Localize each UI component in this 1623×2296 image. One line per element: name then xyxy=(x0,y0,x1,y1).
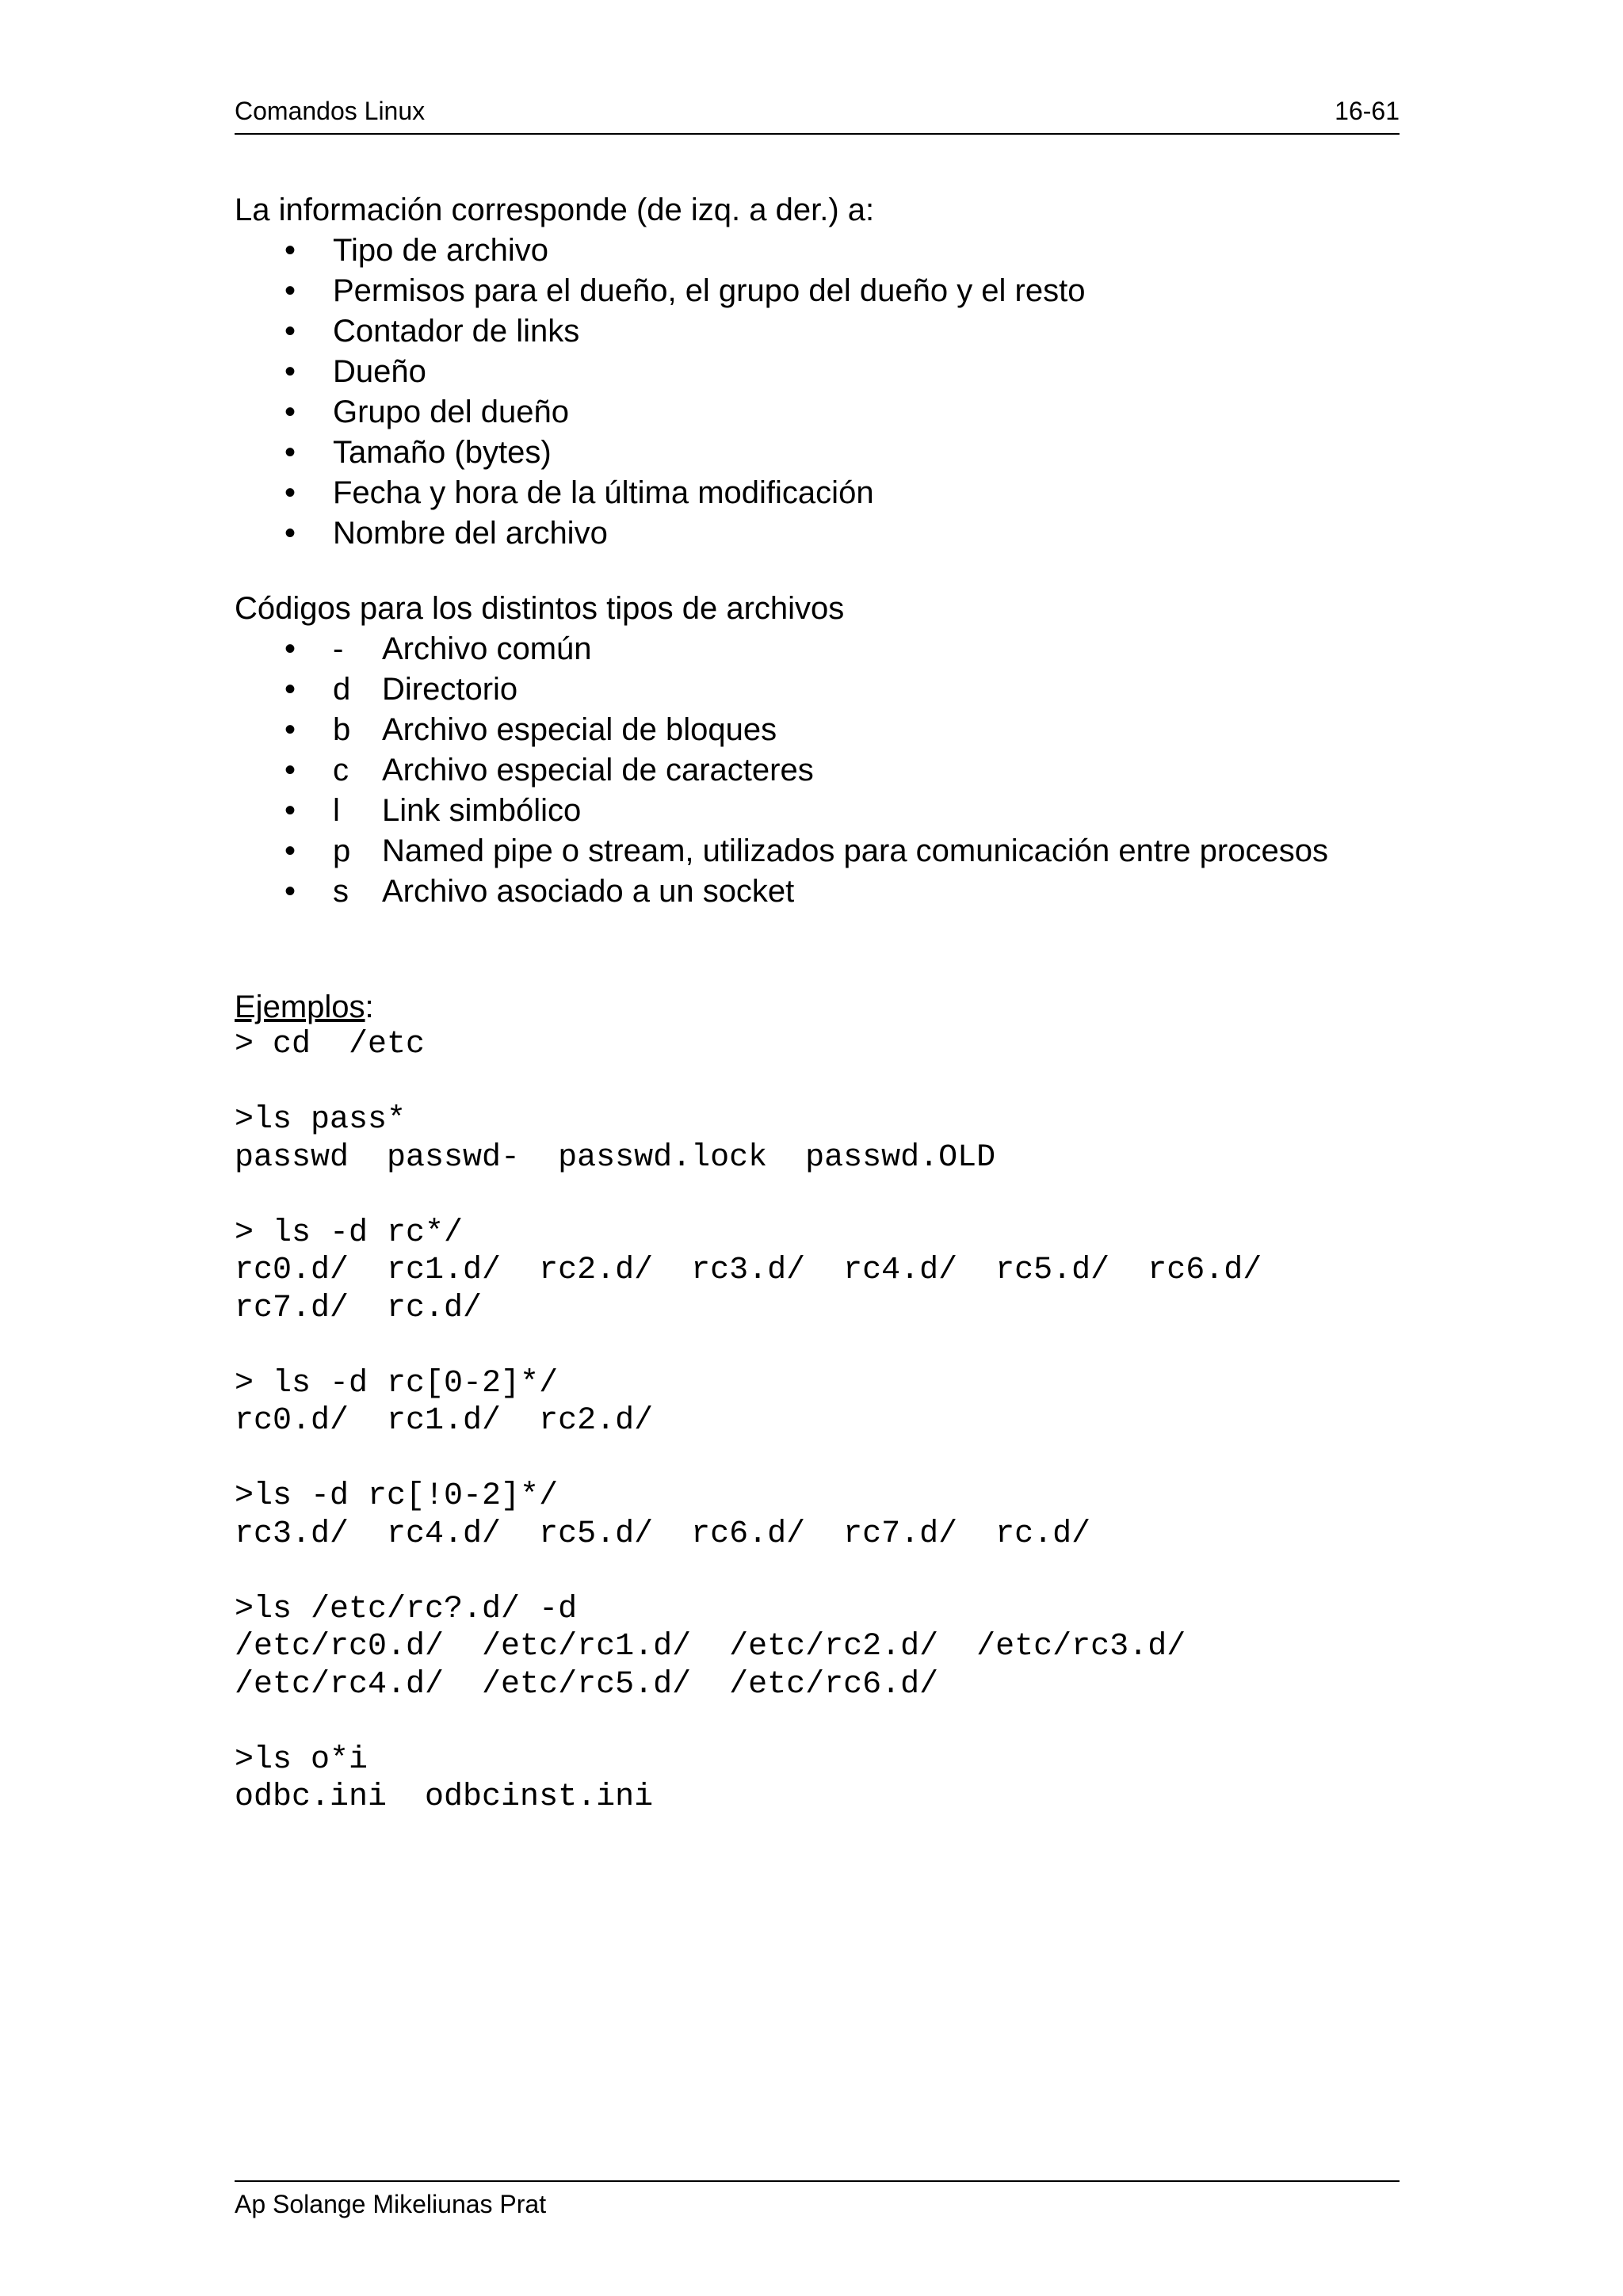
header-title: Comandos Linux xyxy=(235,97,426,125)
list-item: • Grupo del dueño xyxy=(235,392,1423,433)
section1-intro: La información corresponde (de izq. a der.) a: xyxy=(235,193,875,227)
bullet-icon: • xyxy=(285,631,296,666)
bullet-icon: • xyxy=(285,273,296,308)
bullet-icon: • xyxy=(285,516,296,551)
list-item: • Permisos para el dueño, el grupo del dueño y el resto xyxy=(235,271,1423,311)
list-item xyxy=(235,791,1423,831)
list-item: • Tamaño (bytes) xyxy=(235,433,1423,473)
bullet-icon: • xyxy=(285,475,296,510)
code-line: odbc.ini odbcinst.ini xyxy=(235,1779,654,1815)
type-code: - xyxy=(333,631,344,666)
code-line: rc0.d/ rc1.d/ rc2.d/ xyxy=(235,1403,654,1439)
list-item xyxy=(235,871,1423,912)
bullet-icon: • xyxy=(285,712,296,747)
code-line: rc3.d/ rc4.d/ rc5.d/ rc6.d/ rc7.d/ rc.d/ xyxy=(235,1516,1091,1552)
code-line: /etc/rc0.d/ /etc/rc1.d/ /etc/rc2.d/ /etc/rc3.d/ xyxy=(235,1629,1186,1665)
page-number: 16-61 xyxy=(1335,97,1400,125)
code-line: >ls -d rc[!0-2]*/ xyxy=(235,1478,559,1514)
code-line: rc7.d/ rc.d/ xyxy=(235,1290,483,1326)
page-footer xyxy=(235,2180,1400,2219)
list-item: • Nombre del archivo xyxy=(235,513,1423,554)
type-description: Archivo común xyxy=(382,631,592,666)
file-info-list xyxy=(235,231,1423,554)
code-line: /etc/rc4.d/ /etc/rc5.d/ /etc/rc6.d/ xyxy=(235,1666,939,1703)
type-description: Link simbólico xyxy=(382,793,582,828)
code-line: > ls -d rc*/ xyxy=(235,1215,464,1251)
type-code: d xyxy=(333,672,351,707)
bullet-icon: • xyxy=(285,314,296,349)
code-line: >ls /etc/rc?.d/ -d xyxy=(235,1591,578,1627)
list-item: • Fecha y hora de la última modificación xyxy=(235,473,1423,513)
type-description: Archivo especial de caracteres xyxy=(382,753,814,788)
bullet-icon: • xyxy=(285,233,296,268)
list-item xyxy=(235,669,1423,710)
footer-author: Ap Solange Mikeliunas Prat xyxy=(235,2190,547,2218)
page-header xyxy=(235,93,1400,135)
type-description: Named pipe o stream, utilizados para comunicación entre procesos xyxy=(382,833,1328,868)
examples-code xyxy=(235,1026,1423,1817)
type-description: Archivo especial de bloques xyxy=(382,712,777,747)
list-item: • Contador de links xyxy=(235,311,1423,352)
list-item xyxy=(235,710,1423,750)
type-code: p xyxy=(333,833,351,868)
file-type-codes-list xyxy=(235,629,1423,912)
bullet-icon: • xyxy=(285,874,296,909)
bullet-icon: • xyxy=(285,833,296,868)
bullet-icon: • xyxy=(285,354,296,389)
code-line: >ls pass* xyxy=(235,1102,407,1138)
bullet-icon: • xyxy=(285,753,296,788)
code-line: passwd passwd- passwd.lock passwd.OLD xyxy=(235,1139,996,1176)
type-code: s xyxy=(333,874,349,909)
examples-heading: Ejemplos: xyxy=(235,990,374,1024)
bullet-icon: • xyxy=(285,672,296,707)
list-item: • Dueño xyxy=(235,352,1423,392)
code-line: > cd /etc xyxy=(235,1027,426,1062)
type-description: Directorio xyxy=(382,672,518,707)
list-item: • Tipo de archivo xyxy=(235,231,1423,271)
type-description: Archivo asociado a un socket xyxy=(382,874,795,909)
list-item xyxy=(235,831,1423,871)
section2-intro: Códigos para los distintos tipos de archivos xyxy=(235,591,845,626)
code-line: >ls o*i xyxy=(235,1741,369,1778)
bullet-icon: • xyxy=(285,793,296,828)
list-item xyxy=(235,629,1423,669)
type-code: c xyxy=(333,753,349,788)
code-line: rc0.d/ rc1.d/ rc2.d/ rc3.d/ rc4.d/ rc5.d/ rc6.d/ xyxy=(235,1253,1262,1288)
code-line: > ls -d rc[0-2]*/ xyxy=(235,1365,559,1402)
type-code: l xyxy=(333,793,340,828)
bullet-icon: • xyxy=(285,435,296,470)
bullet-icon: • xyxy=(285,395,296,429)
list-item xyxy=(235,750,1423,791)
type-code: b xyxy=(333,712,351,747)
page-content xyxy=(235,190,1423,1817)
